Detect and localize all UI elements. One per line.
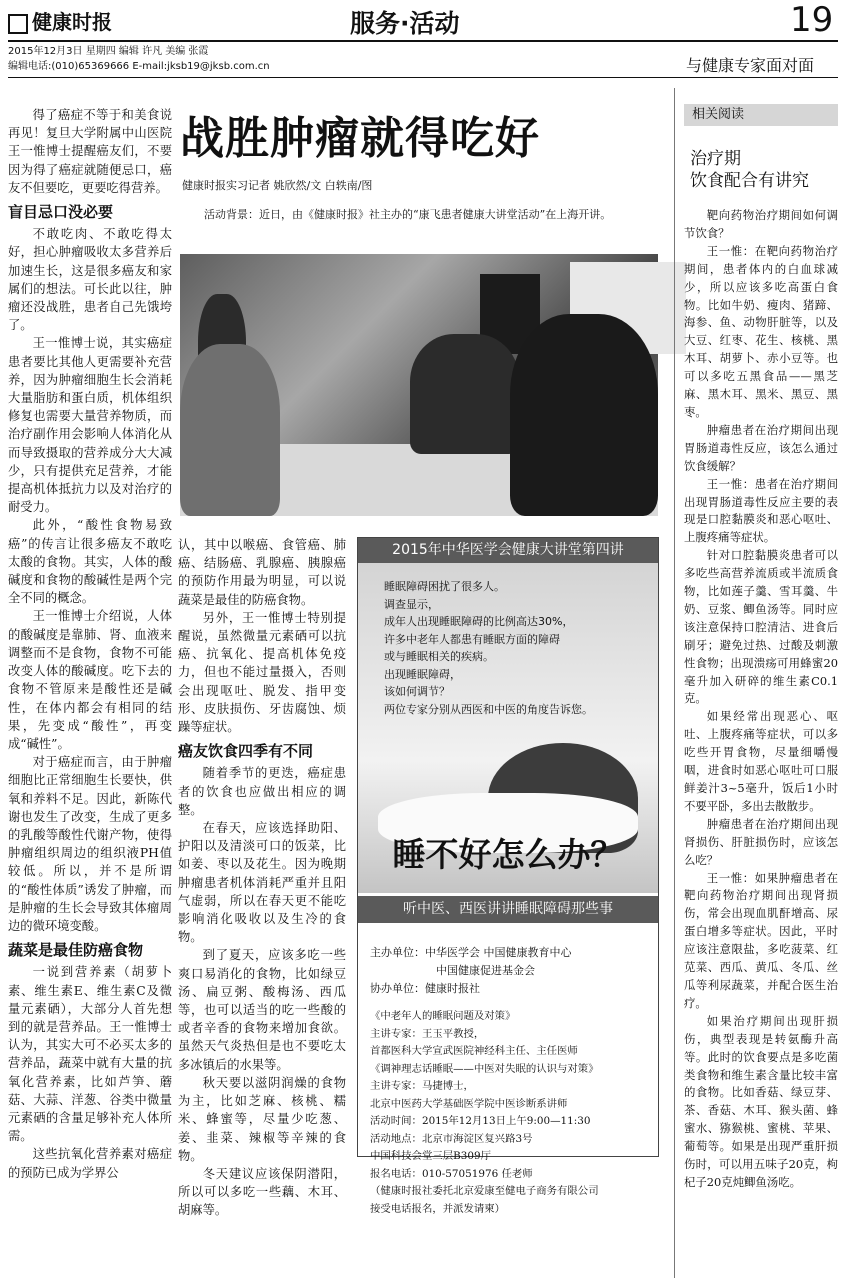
article-column-1 bbox=[8, 106, 172, 1182]
subheading-seasons: 癌友饮食四季有不同 bbox=[178, 742, 314, 761]
paragraph: 王一惟博士说，其实癌症患者要比其他人更需要补充营养，因为肿瘤细胞生长会消耗大量脂肪和蛋白质，机体组织修复也需要大量营养物质，而治疗副作用会影响人体消化从而导致摄取的营养成分大大减少，只有提供充足营养，才能提高机体抵抗力以及对治疗的耐受力。 bbox=[8, 336, 172, 515]
paragraph: 另外，王一惟博士特别提醒说，虽然微量元素硒可以抗癌、抗氧化、提高机体免疫力，但也不能过量摄入，否则会出现呕吐、脱发、指甲变形、皮肤损伤、牙齿腐蚀、烦躁等症状。 bbox=[178, 610, 346, 735]
page-number: 19 bbox=[790, 0, 834, 40]
ad-organizers: 主办单位：中华医学会 中国健康教育中心 中国健康促进基金会 协办单位：健康时报社 bbox=[370, 946, 572, 995]
sidebar-divider bbox=[674, 88, 675, 1278]
logo-text: 健康时报 bbox=[32, 10, 112, 34]
sidebar-title: 治疗期 饮食配合有讲究 bbox=[690, 149, 809, 191]
sidebar-answer: 针对口腔黏膜炎患者可以多吃些高营养流质或半流质食物，比如莲子羹、雪耳羹、牛奶、豆浆、鲫鱼汤等。同时应该注意保持口腔清洁、进食后刷牙；避免过热、过酸及刺激性食物；出现溃疡可用蜂蜜20毫升加入研碎的维生素C0.1克。 bbox=[684, 548, 838, 706]
sidebar-question: 靶向药物治疗期间如何调节饮食？ bbox=[684, 208, 838, 240]
paragraph: 认，其中以喉癌、食管癌、肺癌、结肠癌、乳腺癌、胰腺癌的预防作用最为明显，可以说蔬菜是最佳的防癌食物。 bbox=[178, 538, 346, 607]
ad-details: 《中老年人的睡眠问题及对策》 主讲专家：王玉平教授， 首都医科大学宣武医院神经科主任、主任医师 《调神理志话睡眠——中医对失眠的认识与对策》 主讲专家：马捷博士， 北京中医药大学基础医学院中医诊断系讲师 活动时间：2015年12月13日上午9:00—11:30 活动地点：北京市海淀区复兴路3号 中国科技会堂三层B309厅 报名电话：010-57051976 任老师 （健康时报社委托北京爱康至健电子商务有限公司 接受电话报名，并派发请柬） bbox=[370, 1010, 599, 1215]
sidebar-question: 肿瘤患者在治疗期间出现肾损伤、肝脏损伤时，应该怎么吃？ bbox=[684, 816, 838, 867]
header-rule bbox=[8, 40, 838, 42]
ad-text: 睡眠障碍困扰了很多人。 调查显示， 成年人出现睡眠障碍的比例高达30%， 许多中老年人都患有睡眠方面的障碍 或与睡眠相关的疾病。 出现睡眠障碍， 该如何调节？ 两位专家分别从西医和中医的角度告诉您。 bbox=[384, 580, 593, 716]
event-photo bbox=[180, 254, 658, 516]
sidebar-header: 相关阅读 bbox=[684, 104, 838, 126]
sidebar-answer: 如果经常出现恶心、呕吐、上腹疼痛等症状，可以多吃些开胃食物，尽量细嚼慢咽，进食时如恶心呕吐可口服鲜姜汁3~5毫升，饭后1小时不要平卧，多出去散散步。 bbox=[684, 709, 838, 813]
sidebar-answer: 如果治疗期间出现肝损伤，典型表现是转氨酶升高等。此时的饮食要点是多吃菌类食物和维生素含量比较丰富的食物。比如香菇、绿豆芽、茶、香菇、木耳、猴头菌、蜂蜜水、猕猴桃、蜜桃、苹果、葡萄等。如果是出现严重肝损伤时，可以用五味子20克，枸杞子20克炖鲫鱼汤吃。 bbox=[684, 1013, 838, 1189]
subheading-vegetables: 蔬菜是最佳防癌食物 bbox=[8, 941, 144, 960]
ad-question: 睡不好怎么办？ bbox=[392, 835, 624, 874]
logo-icon bbox=[8, 14, 28, 34]
sidebar-body bbox=[684, 207, 838, 1192]
masthead-logo bbox=[8, 6, 112, 35]
sidebar-answer: 王一惟：患者在治疗期间出现胃肠道毒性反应主要的表现是口腔黏膜炎和恶心呕吐、上腹疼痛等症状。 bbox=[684, 476, 838, 545]
header-slogan: 与健康专家面对面 bbox=[686, 56, 815, 75]
paragraph: 随着季节的更迭，癌症患者的饮食也应做出相应的调整。 bbox=[178, 766, 346, 817]
paragraph: 冬天建议应该保阴潜阳，所以可以多吃一些藕、木耳、胡麻等。 bbox=[178, 1166, 346, 1218]
subheading-no-fasting: 盲目忌口没必要 bbox=[8, 203, 114, 222]
paragraph: 一说到营养素（胡萝卜素、维生素E、维生素C及微量元素硒），大部分人首先想到的就是营养品。王一惟博士认为，其实大可不必买太多的营养品，蔬菜中就有大量的抗氧化营养素，比如芦笋、蘑菇、大蒜、洋葱、谷类中微量元素硒的含量足够补充人体所需。 bbox=[8, 965, 172, 1144]
article-column-2 bbox=[178, 536, 346, 1220]
paragraph: 不敢吃肉、不敢吃得太好，担心肿瘤吸收太多营养后加速生长，这是很多癌友和家属们的想法。可长此以往，肿瘤还没战胜，患者自己先饿垮了。 bbox=[8, 227, 172, 333]
contact-line: 编辑电话:(010)65369666 E-mail:jksb19@jksb.com.cn bbox=[8, 61, 270, 72]
article-intro: 得了癌症不等于和美食说再见！复旦大学附属中山医院王一惟博士提醒癌友们，不要因为得了癌症就随便忌口，癌友不但要吃，更要吃得营养。 bbox=[8, 108, 172, 195]
sidebar-answer: 王一惟：如果肿瘤患者在靶向药物治疗期间出现肾损伤，常会出现血肌酐增高、尿蛋白增多等症状。因此，平时应该注意限盐，多吃菠菜、红苋菜、西瓜、黄瓜、冬瓜、丝瓜等利尿蔬菜，并配合医生治疗。 bbox=[684, 870, 838, 1010]
section-title: 服务·活动 bbox=[350, 9, 460, 38]
paragraph: 对于癌症而言，由于肿瘤细胞比正常细胞生长要快，供氧和养料不足。因此，新陈代谢也发生了改变，生成了更多的乳酸等酸性代谢产物，使得肿瘤组织周边的组织液PH值较低。所以，并不是所谓的“酸性体质”诱发了肿瘤，而是肿瘤的生长会导致其体瘤周边的微环境变酸。 bbox=[8, 755, 172, 933]
date-line: 2015年12月3日 星期四 编辑 许凡 美编 张霞 bbox=[8, 46, 209, 57]
ad-subtitle: 听中医、西医讲讲睡眠障碍那些事 bbox=[358, 896, 658, 923]
photo-audience-left bbox=[180, 344, 280, 516]
article-background: 活动背景：近日，由《健康时报》社主办的“康飞患者健康大讲堂活动”在上海开讲。 bbox=[204, 208, 612, 221]
paragraph: 这些抗氧化营养素对癌症的预防已成为学界公 bbox=[8, 1147, 172, 1180]
photo-audience-center bbox=[410, 334, 520, 454]
sidebar-answer: 王一惟：在靶向药物治疗期间，患者体内的白血球减少，所以应该多吃高蛋白食物。比如牛奶、瘦肉、猪蹄、海参、鱼、动物肝脏等，以及大豆、红枣、花生、核桃、黑木耳、胡萝卜、赤小豆等。也可以多吃五黑食品——黑芝麻、黑木耳、黑米、黑豆、黑枣。 bbox=[684, 243, 838, 419]
paragraph: 此外，“酸性食物易致癌”的传言让很多癌友不敢吃太酸的食物。其实，人体的酸碱度和食物的酸碱性是两个完全不同的概念。 bbox=[8, 518, 172, 606]
paragraph: 王一惟博士介绍说，人体的酸碱度是靠肺、肾、血液来调整而不是食物，食物不可能改变人体的酸碱度。吃下去的食物不管原来是酸性还是碱性，在体内都会有相同的结果，先变成“酸性”，再变成“碱性”。 bbox=[8, 609, 172, 751]
article-title: 战胜肿瘤就得吃好 bbox=[180, 113, 540, 164]
photo-audience-right bbox=[510, 314, 658, 516]
lecture-ad bbox=[357, 537, 659, 1215]
article-byline: 健康时报实习记者 姚欣然/文 白轶南/图 bbox=[182, 179, 373, 192]
paragraph: 秋天要以滋阴润燥的食物为主，比如芝麻、核桃、糯米、蜂蜜等，尽量少吃葱、姜、韭菜、辣椒等辛辣的食物。 bbox=[178, 1075, 346, 1163]
paragraph: 到了夏天，应该多吃一些爽口易消化的食物，比如绿豆汤、扁豆粥、酸梅汤、西瓜等，也可以适当的吃一些酸的或者辛香的食物来增加食欲。虽然天气炎热但是也不要吃太多冰镇后的水果等。 bbox=[178, 948, 346, 1072]
paragraph: 在春天，应该选择助阳、护阳以及清淡可口的饭菜，比如姜、枣以及花生。因为晚期肿瘤患者机体消耗严重并且阳气虚弱，所以在春天更不能吃影响消化吸收以及生冷的食物。 bbox=[178, 821, 346, 945]
ad-banner: 2015年中华医学会健康大讲堂第四讲 bbox=[358, 538, 658, 563]
header-rule-thin bbox=[8, 77, 838, 78]
sidebar-question: 肿瘤患者在治疗期间出现胃肠道毒性反应，该怎么通过饮食缓解？ bbox=[684, 422, 838, 473]
